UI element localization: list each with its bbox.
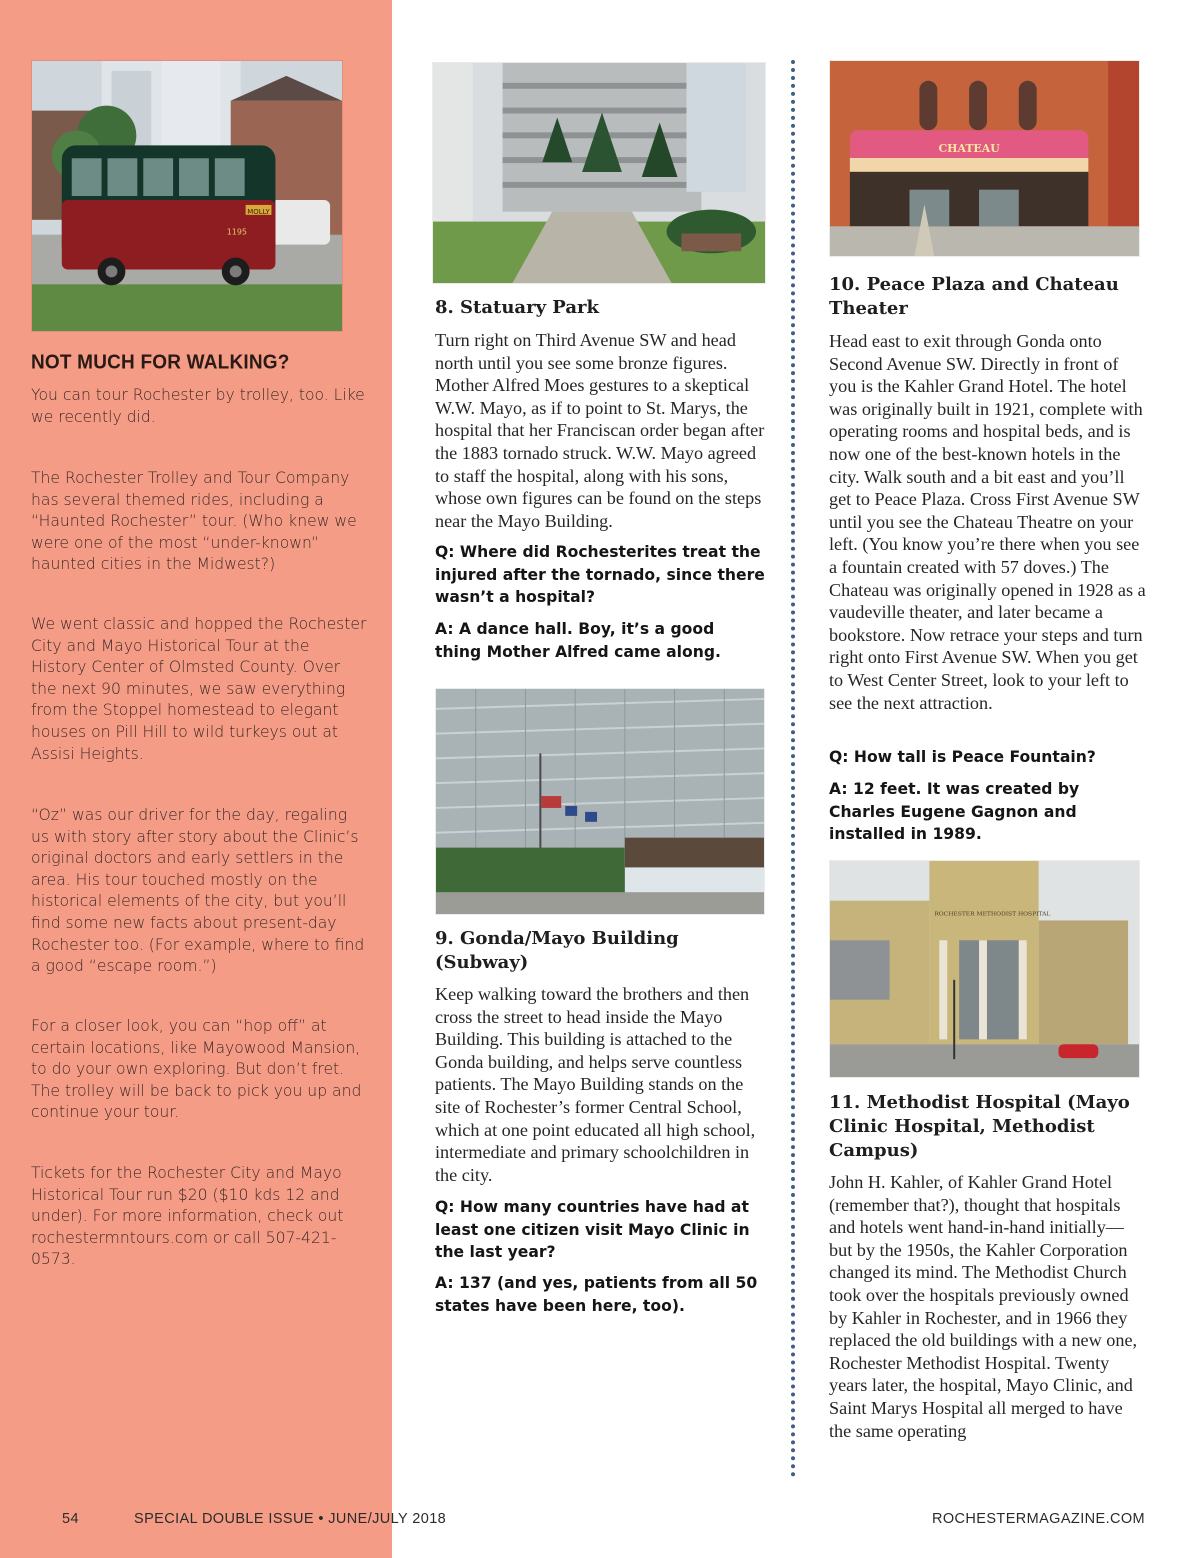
column-divider xyxy=(791,60,795,1478)
sidebar-paragraph: You can tour Rochester by trolley, too. Like we recently did. xyxy=(31,386,365,426)
trolley-sign: MOLLY xyxy=(247,207,270,216)
section-9-answer: A: 137 (and yes, patients from all 50 states have been here, too). xyxy=(435,1274,758,1315)
website-link[interactable]: ROCHESTERMAGAZINE.COM xyxy=(932,1511,1146,1527)
trolley-photo xyxy=(31,60,343,332)
sidebar-paragraph: Tickets for the Rochester City and Mayo Historical Tour run $20 ($10 kds 12 and under). For more information, check out rochestermntours.com or call 507-421-0573. xyxy=(31,1164,344,1269)
hospital-sign: ROCHESTER METHODIST HOSPITAL xyxy=(934,910,1051,918)
section-11-heading: 11. Methodist Hospital (Mayo Clinic Hospital, Methodist Campus) xyxy=(829,1092,1130,1161)
chateau-theater-photo xyxy=(829,60,1140,257)
chateau-marquee: CHATEAU xyxy=(938,142,1000,156)
section-9-heading: 9. Gonda/Mayo Building (Subway) xyxy=(435,928,679,973)
sidebar-paragraph: For a closer look, you can “hop off” at certain locations, like Mayowood Mansion, to do your own exploring. But don’t fret. The trolley will be back to pick you up and continue your tour. xyxy=(31,1017,362,1122)
gonda-building-photo xyxy=(435,688,765,915)
sidebar-paragraph: We went classic and hopped the Rochester City and Mayo Historical Tour at the History Center of Olmsted County. Over the next 90 minutes, we saw everything from the Stoppel homestead to elegant houses on Pill Hill to wild turkeys out at Assisi Heights. xyxy=(31,615,367,763)
section-9-body: Keep walking toward the brothers and then cross the street to head inside the Mayo Building. This building is attached to the Gonda building, and helps serve countless patients. The Mayo Building stands on the site of Rochester’s former Central School, which at one point educated all high school, intermediate and primary schoolchildren in the city. xyxy=(435,984,756,1185)
section-10-question: Q: How tall is Peace Fountain? xyxy=(829,748,1096,766)
sidebar-paragraph: The Rochester Trolley and Tour Company has several themed rides, including a “Haunted Rochester” tour. (Who knew we were one of the most “under-known” haunted cities in the Midwest?) xyxy=(31,469,357,574)
statuary-park-photo xyxy=(432,62,766,284)
section-11-body: John H. Kahler, of Kahler Grand Hotel (remember that?), thought that hospitals and hotels went hand-in-hand initially—but by the 1950s, the Kahler Corporation changed its mind. The Methodist Church took over the hospitals previously owned by Kahler in Rochester, and in 1966 they replaced the old buildings with a new one, Rochester Methodist Hospital. Twenty years later, the hospital, Mayo Clinic, and Saint Marys Hospital all merged to have the same operating xyxy=(829,1172,1138,1441)
section-10-body: Head east to exit through Gonda onto Second Avenue SW. Directly in front of you is the Kahler Grand Hotel. The hotel was originally built in 1921, complete with operating rooms and hospital beds, and is now one of the best-known hotels in the city. Walk south and a bit east and you’ll get to Peace Plaza. Cross First Avenue SW until you see the Chateau Theatre on your left. (You know you’re there when you see a fountain created with 57 doves.) The Chateau was originally opened in 1928 as a vaudeville theater, and later became a bookstore. Now retrace your steps and turn right onto First Avenue SW. When you get to West Center Street, look to your left to see the next attraction. xyxy=(829,331,1146,713)
sidebar-heading: NOT MUCH FOR WALKING? xyxy=(31,351,290,374)
trolley-number: 1195 xyxy=(226,227,247,237)
methodist-hospital-photo xyxy=(829,860,1140,1078)
section-8-answer: A: A dance hall. Boy, it’s a good thing Mother Alfred came along. xyxy=(435,620,721,661)
sidebar-paragraph: “Oz” was our driver for the day, regaling us with story after story about the Clinic’s original doctors and early settlers in the area. His tour touched mostly on the historical elements of the city, but you’ll find some new facts about present-day Rochester too. (For example, where to find a good “escape room.”) xyxy=(31,806,365,976)
issue-label: SPECIAL DOUBLE ISSUE • JUNE/JULY 2018 xyxy=(134,1511,447,1527)
section-9-question: Q: How many countries have had at least one citizen visit Mayo Clinic in the last year? xyxy=(435,1198,750,1262)
page-number: 54 xyxy=(62,1511,79,1527)
section-8-heading: 8. Statuary Park xyxy=(435,297,599,318)
section-8-body: Turn right on Third Avenue SW and head north until you see some bronze figures. Mother Alfred Moes gestures to a skeptical W.W. Mayo, as if to point to St. Marys, the hospital that her Franciscan order began after the 1883 tornado struck. W.W. Mayo agreed to staff the hospital, along with his sons, whose own figures can be found on the steps near the Mayo Building. xyxy=(435,330,765,531)
section-10-heading: 10. Peace Plaza and Chateau Theater xyxy=(829,274,1119,319)
section-8-question: Q: Where did Rochesterites treat the injured after the tornado, since there wasn’t a hospital? xyxy=(435,543,765,607)
section-10-answer: A: 12 feet. It was created by Charles Eugene Gagnon and installed in 1989. xyxy=(829,780,1080,844)
